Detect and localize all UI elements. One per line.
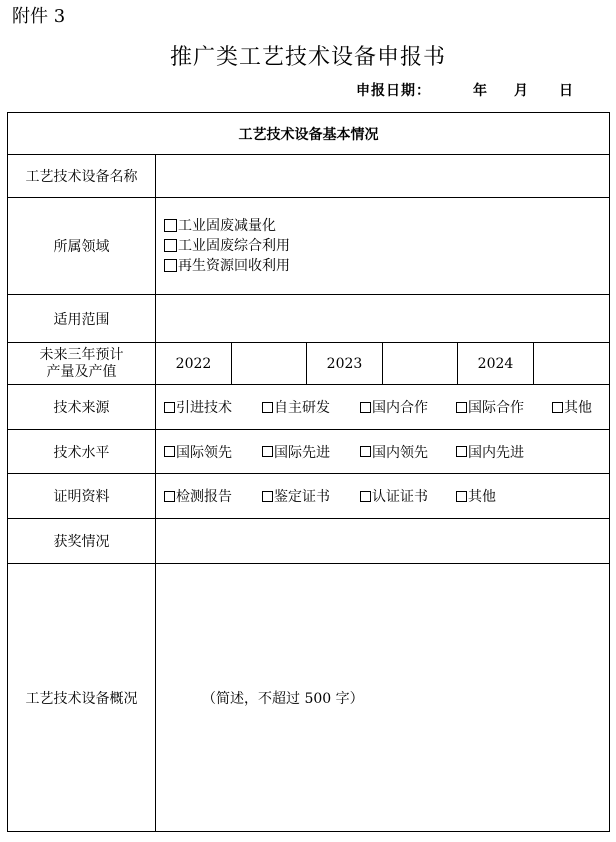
attachment-number: 附件 3 <box>12 6 66 27</box>
source-option-label: 自主研发 <box>274 400 330 416</box>
source-label: 技术来源 <box>8 385 156 430</box>
level-options <box>156 430 610 474</box>
application-form-table <box>7 112 610 832</box>
level-option-4[interactable] <box>456 442 524 462</box>
proof-options <box>156 474 610 519</box>
scope-field[interactable] <box>156 295 610 343</box>
overview-label: 工艺技术设备概况 <box>8 564 156 832</box>
scope-label: 适用范围 <box>8 295 156 343</box>
checkbox-icon[interactable] <box>456 491 467 502</box>
level-option-1[interactable] <box>164 442 262 462</box>
checkbox-icon[interactable] <box>164 239 177 252</box>
field-option-3[interactable] <box>164 256 609 276</box>
source-option-label: 其他 <box>564 400 592 416</box>
source-option-5[interactable] <box>552 397 592 417</box>
year-2022-field[interactable] <box>232 343 307 385</box>
proof-option-2[interactable] <box>262 486 360 506</box>
award-field[interactable] <box>156 519 610 564</box>
field-options <box>156 198 610 295</box>
level-option-3[interactable] <box>360 442 456 462</box>
checkbox-icon[interactable] <box>164 219 177 232</box>
year-2023-field[interactable] <box>383 343 458 385</box>
overview-field[interactable] <box>156 564 610 832</box>
application-date-line <box>356 80 574 100</box>
overview-note: （简述，不超过 500 字） <box>202 690 364 707</box>
checkbox-icon[interactable] <box>262 491 273 502</box>
checkbox-icon[interactable] <box>164 446 175 457</box>
proof-option-label: 鉴定证书 <box>274 489 330 505</box>
level-option-2[interactable] <box>262 442 360 462</box>
level-option-label: 国内领先 <box>372 444 428 461</box>
field-option-2[interactable] <box>164 236 609 256</box>
date-month: 月 <box>514 83 529 99</box>
source-option-3[interactable] <box>360 397 456 417</box>
checkbox-icon[interactable] <box>164 259 177 272</box>
proof-label: 证明资料 <box>8 474 156 519</box>
field-option-label: 工业固废减量化 <box>178 218 276 234</box>
checkbox-icon[interactable] <box>164 491 175 502</box>
forecast-label-line1: 未来三年预计 <box>39 346 124 363</box>
field-option-label: 再生资源回收利用 <box>178 258 290 274</box>
field-option-1[interactable] <box>164 216 609 236</box>
year-2024-label: 2024 <box>458 343 534 385</box>
proof-option-label: 检测报告 <box>176 489 232 505</box>
date-day: 日 <box>559 83 574 99</box>
proof-option-4[interactable] <box>456 486 496 506</box>
document-title: 推广类工艺技术设备申报书 <box>169 45 446 70</box>
level-option-label: 国内先进 <box>468 444 524 461</box>
checkbox-icon[interactable] <box>552 402 563 413</box>
section-header: 工艺技术设备基本情况 <box>8 113 610 155</box>
checkbox-icon[interactable] <box>262 446 273 457</box>
checkbox-icon[interactable] <box>360 491 371 502</box>
forecast-label <box>8 343 156 385</box>
source-options <box>156 385 610 430</box>
field-label: 所属领域 <box>8 198 156 295</box>
source-option-label: 国内合作 <box>372 400 428 416</box>
checkbox-icon[interactable] <box>456 446 467 457</box>
year-2023-label: 2023 <box>307 343 383 385</box>
checkbox-icon[interactable] <box>360 446 371 457</box>
field-option-label: 工业固废综合利用 <box>178 238 290 254</box>
proof-option-3[interactable] <box>360 486 456 506</box>
source-option-4[interactable] <box>456 397 552 417</box>
source-option-2[interactable] <box>262 397 360 417</box>
year-2024-field[interactable] <box>534 343 610 385</box>
level-option-label: 国际领先 <box>176 444 232 461</box>
date-year: 年 <box>473 83 488 99</box>
name-label: 工艺技术设备名称 <box>8 155 156 198</box>
name-field[interactable] <box>156 155 610 198</box>
checkbox-icon[interactable] <box>164 402 175 413</box>
year-2022-label: 2022 <box>156 343 232 385</box>
level-label: 技术水平 <box>8 430 156 474</box>
proof-option-1[interactable] <box>164 486 262 506</box>
checkbox-icon[interactable] <box>262 402 273 413</box>
proof-option-label: 其他 <box>468 489 496 505</box>
date-label: 申报日期： <box>356 83 431 99</box>
forecast-label-line2: 产量及产值 <box>46 363 117 380</box>
source-option-1[interactable] <box>164 397 262 417</box>
source-option-label: 国际合作 <box>468 400 524 416</box>
award-label: 获奖情况 <box>8 519 156 564</box>
level-option-label: 国际先进 <box>274 444 330 461</box>
source-option-label: 引进技术 <box>176 400 232 416</box>
checkbox-icon[interactable] <box>456 402 467 413</box>
proof-option-label: 认证证书 <box>372 489 428 505</box>
checkbox-icon[interactable] <box>360 402 371 413</box>
